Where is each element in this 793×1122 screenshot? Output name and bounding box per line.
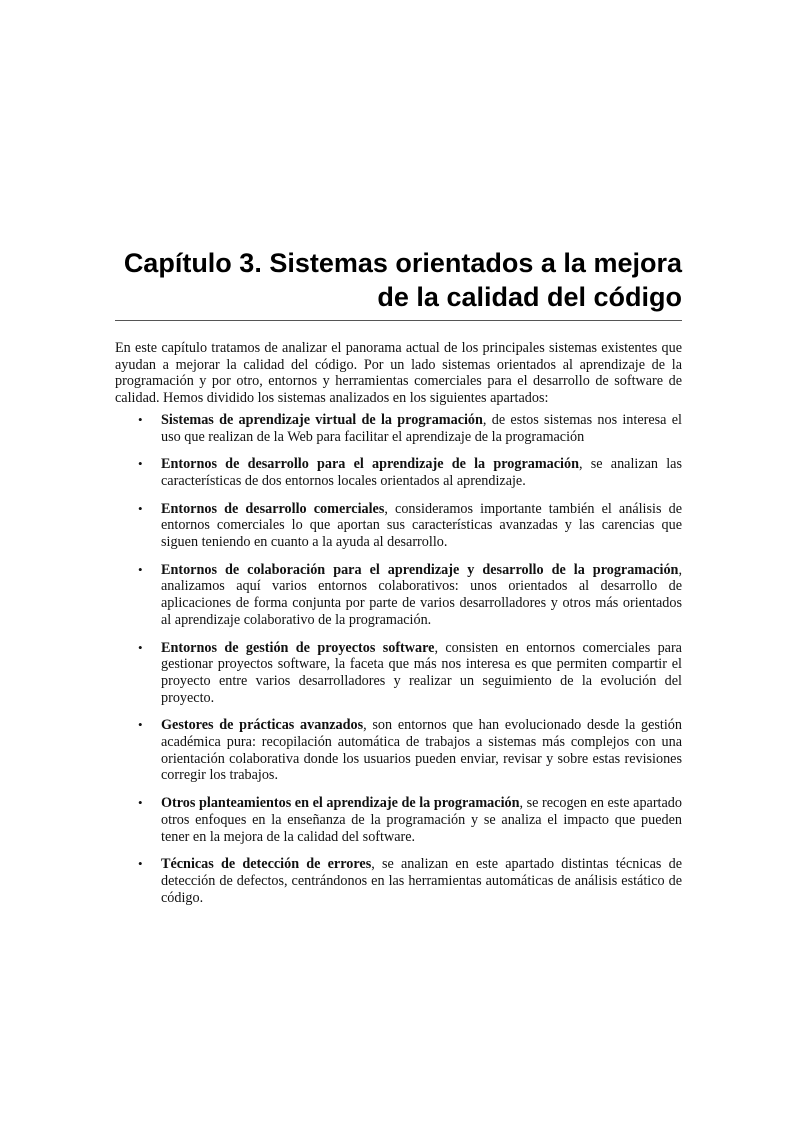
item-term: Técnicas de detección de errores <box>161 856 372 873</box>
chapter-title <box>115 246 682 314</box>
list-item <box>115 795 682 845</box>
bullet-icon: • <box>138 639 143 655</box>
item-text: , se recogen en este apartado otros enfoques en la enseñanza de la programación y se analiza el impacto que pueden tener en la mejora de la calidad del software. <box>161 795 682 845</box>
item-text: , son entornos que han evolucionado desde la gestión académica pura: recopilación automática de trabajos a sistemas más complejos con una orientación colaborativa donde los usuarios pueden enviar, revisar y sobre estas revisiones corregir los trabajos. <box>161 717 682 784</box>
item-term: Entornos de desarrollo para el aprendizaje de la programación <box>161 456 579 473</box>
item-text: , consisten en entornos comerciales para gestionar proyectos software, la faceta que más nos interesa es que permiten compartir el proyecto entre varios desarrolladores y realizar un seguimiento de la evolución del proyecto. <box>161 639 682 706</box>
list-item <box>115 456 682 489</box>
item-text: , de estos sistemas nos interesa el uso que realizan de la Web para facilitar el aprendizaje de la programación <box>161 411 682 445</box>
chapter-title-line-1: Capítulo 3. Sistemas orientados a la mejora <box>123 248 682 278</box>
item-text: , consideramos importante también el análisis de entornos comerciales lo que aportan sus características avanzadas y las carencias que siguen teniendo en cuanto a la ayuda al desarrollo. <box>161 500 682 551</box>
bullet-icon: • <box>138 500 143 516</box>
list-item <box>115 562 682 629</box>
bullet-icon: • <box>138 456 143 472</box>
bullet-icon: • <box>138 856 143 872</box>
item-term: Sistemas de aprendizaje virtual de la programación <box>161 411 483 428</box>
bullet-icon: • <box>138 795 143 811</box>
item-term: Entornos de gestión de proyectos software <box>161 639 435 656</box>
item-term: Entornos de desarrollo comerciales <box>161 500 385 517</box>
list-item <box>115 717 682 784</box>
bullet-icon: • <box>138 561 143 577</box>
list-item <box>115 640 682 707</box>
section-list <box>115 412 682 907</box>
chapter-body <box>115 340 682 917</box>
item-term: Otros planteamientos en el aprendizaje de la programación <box>161 795 520 812</box>
item-text: , se analizan en este apartado distintas técnicas de detección de defectos, centrándonos en las herramientas automáticas de análisis estático de código. <box>161 856 682 906</box>
item-term: Entornos de colaboración para el aprendizaje y desarrollo de la programación <box>161 561 679 578</box>
item-text: , se analizan las características de dos entornos locales orientados al aprendizaje. <box>161 456 682 489</box>
item-text: , analizamos aquí varios entornos colaborativos: unos orientados al desarrollo de aplicaciones de forma conjunta por parte de varios desarrolladores y otros más orientados al aprendizaje colaborativo de la programación. <box>161 561 682 628</box>
item-term: Gestores de prácticas avanzados <box>161 717 364 734</box>
intro-paragraph: En este capítulo tratamos de analizar el panorama actual de los principales sistemas existentes que ayudan a mejorar la calidad del código. Por un lado sistemas orientados al aprendizaje de la programación y por otro, entornos y herramientas comerciales para el desarrollo de software de calidad. Hemos dividido los sistemas analizados en los siguientes apartados: <box>115 340 682 407</box>
bullet-icon: • <box>138 411 143 427</box>
title-divider <box>115 320 682 321</box>
list-item <box>115 856 682 906</box>
list-item <box>115 412 682 445</box>
list-item <box>115 501 682 551</box>
chapter-title-line-2: de la calidad del código <box>377 282 682 312</box>
bullet-icon: • <box>138 717 143 733</box>
